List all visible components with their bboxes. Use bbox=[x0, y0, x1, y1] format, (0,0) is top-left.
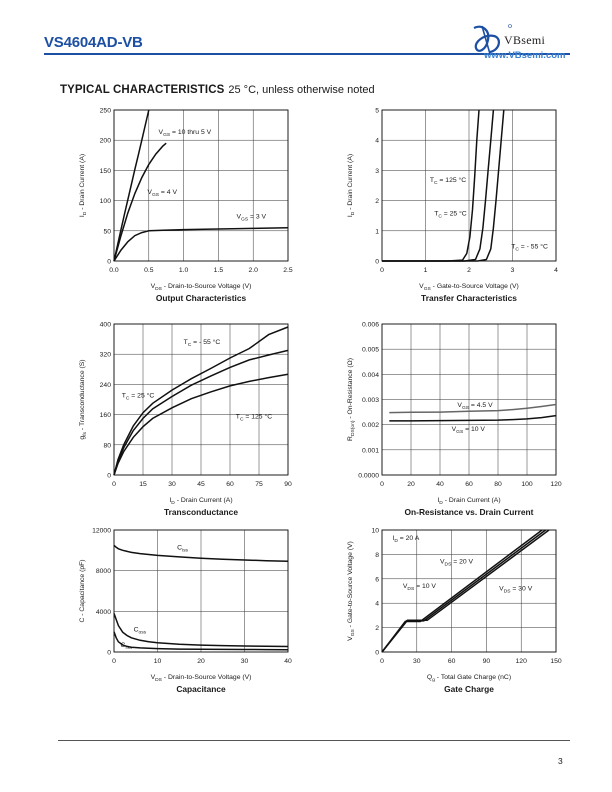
x-tick-label: 4 bbox=[554, 267, 558, 274]
y-axis-label: $g_{fs}$ - Transconductance (S) bbox=[79, 359, 88, 440]
x-tick-label: 90 bbox=[482, 658, 491, 665]
chart-title: On-Resistance vs. Drain Current bbox=[404, 507, 534, 517]
website-link[interactable]: www.VBsemi.com bbox=[484, 50, 566, 61]
y-tick-label: 100 bbox=[99, 198, 111, 206]
y-tick-label: 0 bbox=[375, 258, 379, 266]
y-tick-label: 160 bbox=[99, 412, 111, 420]
x-axis-label: $V_{GS}$ - Gate-to-Source Voltage (V) bbox=[419, 283, 519, 292]
gate-charge-chart bbox=[340, 524, 570, 734]
x-tick-label: 30 bbox=[168, 481, 176, 488]
series-annotation: $C_{rss}$ bbox=[120, 641, 132, 651]
section-heading bbox=[60, 84, 375, 96]
section-subtitle: 25 °C, unless otherwise noted bbox=[228, 84, 375, 96]
series-annotation: $V_{DS} = 10$ V bbox=[402, 582, 436, 592]
x-tick-label: 0 bbox=[380, 658, 384, 665]
y-tick-label: 2 bbox=[375, 198, 379, 206]
x-tick-label: 30 bbox=[413, 658, 421, 665]
series-annotation: $V_{GS} = 10$ V bbox=[451, 425, 485, 435]
chart-title: Gate Charge bbox=[444, 684, 494, 694]
x-tick-label: 0 bbox=[112, 481, 116, 488]
x-tick-label: 10 bbox=[153, 658, 162, 665]
on-resistance-chart bbox=[340, 318, 570, 518]
x-tick-label: 90 bbox=[284, 481, 292, 488]
y-tick-label: 0.001 bbox=[361, 447, 379, 455]
capacitance-chart bbox=[72, 524, 302, 734]
x-tick-label: 40 bbox=[436, 481, 444, 488]
y-tick-label: 12000 bbox=[92, 527, 111, 535]
part-number: VS4604AD-VB bbox=[44, 34, 143, 51]
logo-wordmark: VBsemi bbox=[504, 33, 546, 47]
x-tick-label: 60 bbox=[465, 481, 473, 488]
x-axis-label: $I_D$ - Drain Current (A) bbox=[169, 497, 233, 506]
x-tick-label: 60 bbox=[226, 481, 234, 488]
y-tick-label: 2 bbox=[375, 625, 379, 633]
output-characteristics-chart bbox=[72, 104, 302, 304]
x-tick-label: 75 bbox=[255, 481, 263, 488]
x-tick-label: 45 bbox=[197, 481, 205, 488]
x-axis-label: $Q_g$ - Total Gate Charge (nC) bbox=[426, 674, 512, 683]
y-axis-label: $V_{GS}$ - Gate-to-Source Voltage (V) bbox=[347, 541, 356, 641]
series-annotation: $C_{iss}$ bbox=[177, 544, 188, 554]
y-tick-label: 0 bbox=[107, 472, 111, 480]
series-annotation: $T_C$ = - 55 °C bbox=[511, 243, 548, 253]
x-axis-label: $V_{DS}$ - Drain-to-Source Voltage (V) bbox=[150, 283, 252, 292]
x-tick-label: 120 bbox=[550, 481, 562, 488]
y-axis-label: C - Capacitance (pF) bbox=[79, 559, 86, 623]
y-tick-label: 8000 bbox=[95, 568, 111, 576]
y-tick-label: 80 bbox=[103, 442, 111, 450]
series-annotation: $V_{DS} = 30$ V bbox=[499, 585, 533, 595]
y-axis-label: $I_D$ - Drain Current (A) bbox=[79, 153, 88, 218]
y-tick-label: 8 bbox=[375, 551, 379, 559]
x-tick-label: 0.0 bbox=[109, 267, 119, 274]
x-tick-label: 1.5 bbox=[213, 267, 224, 274]
series-annotation: $V_{GS} = 4.5$ V bbox=[457, 402, 493, 412]
y-tick-label: 0 bbox=[375, 649, 379, 657]
y-tick-label: 0.002 bbox=[361, 422, 379, 430]
series-annotation: $T_C = 25$ °C bbox=[121, 392, 155, 402]
x-tick-label: 15 bbox=[139, 481, 147, 488]
y-tick-label: 0.0000 bbox=[358, 472, 379, 480]
series-line-1 bbox=[389, 416, 556, 421]
footer-rule bbox=[58, 740, 570, 741]
page-number: 3 bbox=[558, 756, 563, 766]
y-axis-label: $I_D$ - Drain Current (A) bbox=[347, 153, 356, 218]
x-tick-label: 40 bbox=[284, 658, 292, 665]
x-tick-label: 0 bbox=[380, 481, 384, 488]
series-annotation: $I_D = 20$ A bbox=[392, 534, 420, 544]
x-tick-label: 20 bbox=[197, 658, 205, 665]
series-annotation: $V_{GS} = 4$ V bbox=[147, 188, 177, 198]
x-tick-label: 2 bbox=[467, 267, 471, 274]
series-annotation: $T_C = 25$ °C bbox=[434, 210, 467, 220]
series-line-2 bbox=[114, 228, 288, 261]
y-tick-label: 0.004 bbox=[361, 371, 379, 379]
y-tick-label: 0 bbox=[107, 258, 111, 266]
x-tick-label: 0.5 bbox=[144, 267, 154, 274]
transconductance-chart bbox=[72, 318, 302, 518]
x-tick-label: 1 bbox=[423, 267, 428, 274]
y-tick-label: 0.005 bbox=[361, 346, 379, 354]
chart-title: Transfer Characteristics bbox=[421, 293, 517, 303]
y-tick-label: 240 bbox=[99, 381, 111, 389]
x-tick-label: 1.0 bbox=[178, 267, 189, 274]
x-tick-label: 0 bbox=[380, 267, 384, 274]
y-tick-label: 0 bbox=[107, 649, 111, 657]
series-annotation: $C_{oss}$ bbox=[133, 626, 147, 636]
y-tick-label: 5 bbox=[375, 107, 379, 115]
series-annotation: $T_C = 125$ °C bbox=[429, 176, 467, 186]
y-tick-label: 3 bbox=[375, 167, 379, 175]
y-tick-label: 1 bbox=[375, 228, 379, 236]
y-tick-label: 250 bbox=[99, 107, 111, 115]
series-annotation: $V_{DS} = 20$ V bbox=[440, 558, 474, 568]
y-tick-label: 0.006 bbox=[361, 321, 379, 329]
series-annotation: $T_C = 125$ °C bbox=[235, 413, 273, 423]
x-tick-label: 2.0 bbox=[248, 267, 258, 274]
y-tick-label: 4 bbox=[375, 600, 379, 608]
chart-title: Capacitance bbox=[176, 684, 226, 694]
y-tick-label: 4 bbox=[375, 137, 379, 145]
x-tick-label: 120 bbox=[515, 658, 527, 665]
y-tick-label: 6 bbox=[375, 576, 379, 584]
y-tick-label: 400 bbox=[99, 321, 111, 329]
y-tick-label: 4000 bbox=[95, 608, 111, 616]
series-annotation: $V_{GS} = 3$ V bbox=[236, 213, 267, 223]
x-tick-label: 100 bbox=[521, 481, 533, 488]
y-tick-label: 0.003 bbox=[361, 397, 379, 404]
x-axis-label: $V_{DS}$ - Drain-to-Source Voltage (V) bbox=[150, 674, 252, 683]
x-tick-label: 20 bbox=[407, 481, 415, 488]
y-tick-label: 200 bbox=[99, 137, 111, 145]
series-line-1 bbox=[114, 143, 166, 261]
x-tick-label: 0 bbox=[112, 658, 116, 665]
y-tick-label: 320 bbox=[99, 351, 111, 359]
x-tick-label: 3 bbox=[510, 267, 515, 274]
x-tick-label: 2.5 bbox=[283, 267, 293, 274]
x-tick-label: 30 bbox=[240, 658, 249, 665]
x-tick-label: 80 bbox=[494, 481, 502, 488]
x-axis-label: $I_D$ - Drain Current (A) bbox=[437, 497, 501, 506]
series-annotation: $T_C$ = - 55 °C bbox=[183, 339, 221, 349]
chart-title: Output Characteristics bbox=[155, 293, 247, 303]
y-tick-label: 150 bbox=[99, 167, 111, 175]
x-tick-label: 150 bbox=[550, 658, 562, 665]
series-annotation: $V_{GS} = 10$ thru 5 V bbox=[158, 129, 212, 139]
section-title: TYPICAL CHARACTERISTICS bbox=[60, 84, 225, 96]
series-line-0 bbox=[382, 110, 479, 261]
chart-title: Transconductance bbox=[163, 507, 239, 517]
transfer-characteristics-chart bbox=[340, 104, 570, 304]
y-tick-label: 10 bbox=[371, 527, 379, 535]
x-tick-label: 60 bbox=[447, 658, 456, 665]
y-axis-label: $R_{DS(on)}$ - On-Resistance (Ω) bbox=[347, 358, 356, 441]
series-line-2 bbox=[382, 110, 504, 261]
y-tick-label: 50 bbox=[103, 228, 111, 236]
